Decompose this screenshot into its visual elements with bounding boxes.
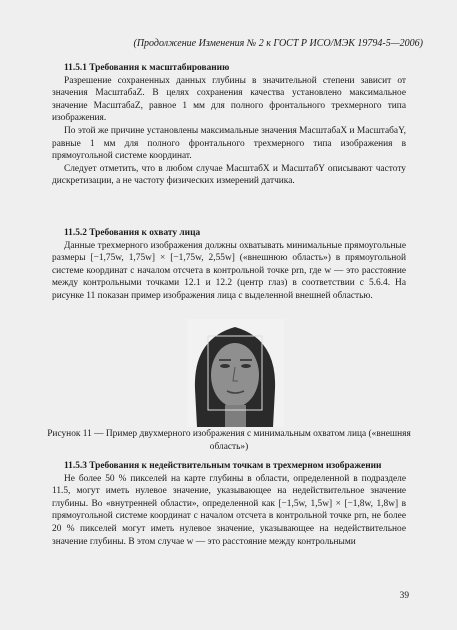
paragraph: Разрешение сохраненных данных глубины в значительной степени зависит от значения МасштабаZ. В целях сохранения качества установлено максимальное значение МасштабаZ, равное 1 мм для полного фронтального трехмерного типа изображения. [52,75,406,124]
paragraph: Не более 50 % пикселей на карте глубины в области, определенной в подразделе 11.5, могут иметь нулевое значение, указывающее на недействительное значение глубины. Во «внутренней области», определенной как [−1,5w, 1,5w] × [−1,8w, 1,8w] в прямоугольной системе координат с началом отсчета в контрольной точке prn, не более 20 % пикселей могут иметь нулевое значение, указывающее на недействительное значение глубины. В этом случае w — это расстояние между контрольными [52,473,406,547]
section-11-5-1 [52,62,406,188]
section-11-5-3 [52,460,406,548]
section-11-5-2 [52,227,406,303]
section-heading: 11.5.2 Требования к охвату лица [64,228,201,238]
face-image-figure [187,319,284,427]
page-number: 39 [399,591,409,601]
face-photo [187,319,284,427]
paragraph: Следует отметить, что в любом случае МасштабX и МасштабY описывают частоту дискретизации, а не частоту физических измерений датчика. [52,163,406,187]
section-heading: 11.5.3 Требования к недействительным точкам в трехмерном изображении [64,461,382,471]
section-heading: 11.5.1 Требования к масштабированию [64,63,230,73]
paragraph: По этой же причине установлены максимальные значения МасштабаX и МасштабаY, равные 1 мм для полного фронтального трехмерного типа изображения в прямоугольной системе координат. [52,125,406,162]
paragraph: Данные трехмерного изображения должны охватывать минимальные прямоугольные размеры [−1,75w, 1,75w] × [−1,75w, 2,55w] («внешнюю область») в прямоугольной системе координат с началом отсчета в контрольной точке prn, где w — это расстояние между контрольными точками 12.1 и 12.2 (центр глаз) в соответствии с 5.6.4. На рисунке 11 показан пример изображения лица с выделенной внешней областью. [52,240,406,301]
figure-caption: Рисунок 11 — Пример двухмерного изображения с минимальным охватом лица («внешняя область») [47,429,411,452]
running-header: (Продолжение Изменения № 2 к ГОСТ Р ИСО/МЭК 19794-5—2006) [133,38,423,49]
